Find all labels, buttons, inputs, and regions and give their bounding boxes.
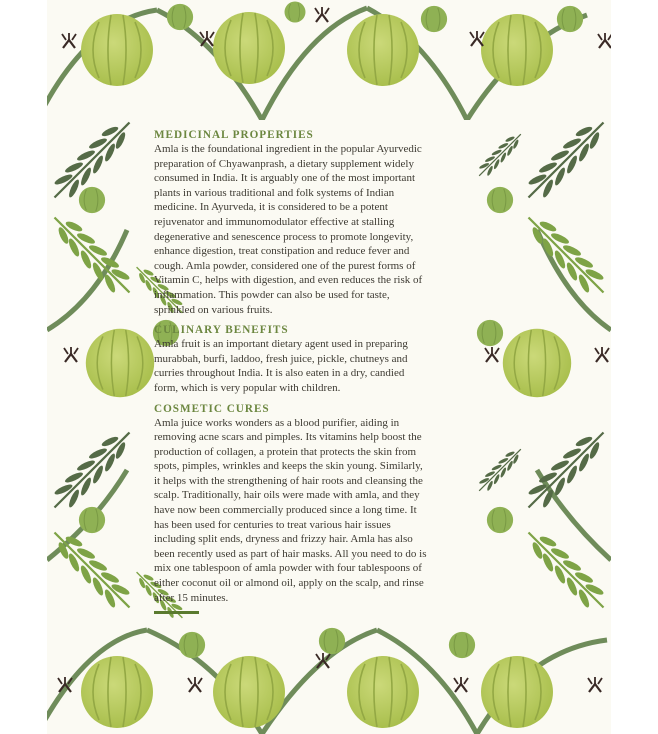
small-fruit-icon bbox=[487, 507, 513, 533]
flower-bud-icon bbox=[188, 677, 202, 692]
amla-fruit-icon bbox=[81, 14, 153, 86]
leaf-frond-icon bbox=[479, 134, 521, 176]
leaf-frond-icon bbox=[55, 218, 131, 294]
leaf-frond-icon bbox=[53, 433, 129, 509]
flower-bud-icon bbox=[62, 33, 76, 48]
amla-fruit-icon bbox=[481, 656, 553, 728]
section-heading-cosmetic: COSMETIC CURES bbox=[154, 402, 270, 415]
amla-fruit-icon bbox=[213, 656, 285, 728]
flower-bud-icon bbox=[470, 31, 484, 46]
small-fruit-icon bbox=[487, 187, 513, 213]
amla-fruit-icon bbox=[481, 14, 553, 86]
small-fruit-icon bbox=[79, 507, 105, 533]
amla-fruit-icon bbox=[347, 656, 419, 728]
flower-bud-icon bbox=[595, 347, 609, 362]
section-body-cosmetic: Amla juice works wonders as a blood purifier, aiding in removing acne scars and pimples. Its vitamins help boost the production of collagen, a protein that protects the skin from spots, pimples, wrinkles and keeps the skin young. Similarly, it helps with the strengthening of hair roots and cleansing the scalp. Traditionally, hair oils were made with amla, and they have now been commercially produced since a long time. It has been used for centuries to treat various hair issues including split ends, dryness and frizzy hair. Amla has also been recently used as part of hair masks. All you need to do is mix one tablespoon of amla powder with four tablespoons of either coconut oil or almond oil, apply on the scalp, and rinse after 15 minutes. bbox=[154, 416, 427, 604]
end-divider bbox=[154, 611, 199, 614]
flower-bud-icon bbox=[588, 677, 602, 692]
section-heading-culinary: CULINARY BENEFITS bbox=[154, 324, 289, 337]
amla-fruit-icon bbox=[213, 12, 285, 84]
small-fruit-icon bbox=[477, 320, 503, 346]
amla-fruit-icon bbox=[81, 656, 153, 728]
flower-bud-icon bbox=[454, 677, 468, 692]
leaf-frond-icon bbox=[55, 533, 131, 609]
leaf-frond-icon bbox=[479, 449, 521, 491]
small-fruit-icon bbox=[421, 6, 447, 32]
section-body-medicinal: Amla is the foundational ingredient in the popular Ayurvedic preparation of Chyawanprash, a dietary supplement widely consumed in India. It is arguably one of the most important plants in various traditional and folk systems of Indian medicine. In Ayurveda, it is considered to be a potent rejuvenator and immunomodulator effective at stalling degenerative and senescence process to promote longevity, enhance digestion, treat constipation and reduce fever and cough. Amla powder, considered one of the purest forms of Vitamin C, helps with digestion, and even reduces the risk of inflammation. This powder can also be used for taste, sprinkled on various fruits. bbox=[154, 143, 423, 316]
small-fruit-icon bbox=[285, 2, 306, 23]
small-fruit-icon bbox=[167, 4, 193, 30]
section-body-culinary: Amla fruit is an important dietary agent used in preparing murabbah, burfi, laddoo, fresh juice, pickle, chutneys and curries throughout India. It is also eaten in a dry, candied form, which is very popular with children. bbox=[154, 338, 408, 394]
flower-bud-icon bbox=[64, 347, 78, 362]
amla-fruit-icon bbox=[347, 14, 419, 86]
leaf-frond-icon bbox=[527, 123, 603, 199]
amla-fruit-icon bbox=[503, 329, 571, 397]
flower-bud-icon bbox=[485, 347, 499, 362]
section-heading-medicinal: MEDICINAL PROPERTIES bbox=[154, 129, 314, 141]
small-fruit-icon bbox=[557, 6, 583, 32]
article-body bbox=[154, 128, 431, 614]
small-fruit-icon bbox=[449, 632, 475, 658]
small-fruit-icon bbox=[179, 632, 205, 658]
flower-bud-icon bbox=[598, 33, 611, 48]
small-fruit-icon bbox=[319, 628, 345, 654]
amla-fruit-icon bbox=[86, 329, 154, 397]
flower-bud-icon bbox=[315, 7, 329, 22]
small-fruit-icon bbox=[79, 187, 105, 213]
